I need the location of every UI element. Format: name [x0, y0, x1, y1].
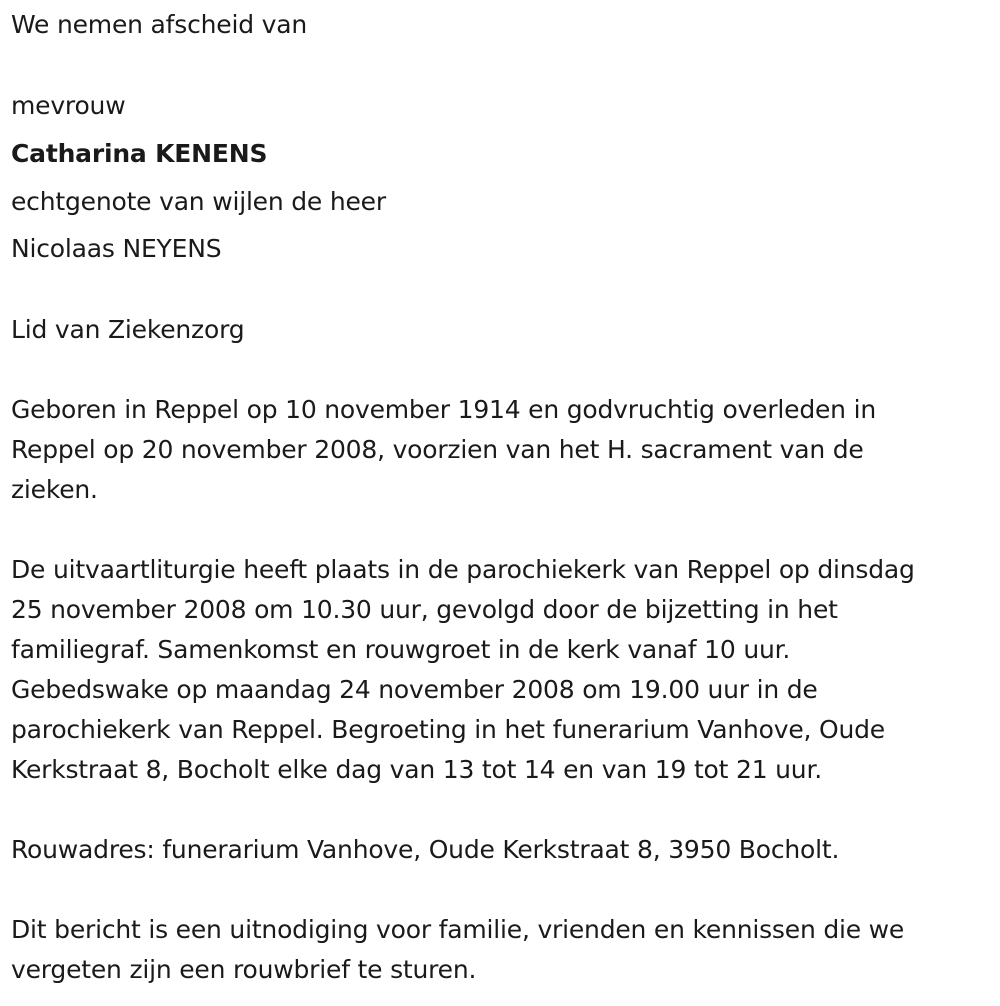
salutation: mevrouw	[11, 91, 126, 120]
funeral-line: Gebedswake op maandag 24 november 2008 om 19.00 uur in de	[11, 675, 818, 704]
funeral-line: familiegraf. Samenkomst en rouwgroet in de kerk vanaf 10 uur.	[11, 635, 791, 664]
funeral-line: 25 november 2008 om 10.30 uur, gevolgd door de bijzetting in het	[11, 595, 838, 624]
mourning-address: Rouwadres: funerarium Vanhove, Oude Kerkstraat 8, 3950 Bocholt.	[11, 835, 840, 864]
relation-text: echtgenote van wijlen de heer	[11, 187, 386, 216]
funeral-line: De uitvaartliturgie heeft plaats in de parochiekerk van Reppel op dinsdag	[11, 555, 915, 584]
membership-text: Lid van Ziekenzorg	[11, 315, 245, 344]
invitation-line: Dit bericht is een uitnodiging voor familie, vrienden en kennissen die we	[11, 915, 905, 944]
birth-death-line: Reppel op 20 november 2008, voorzien van het H. sacrament van de	[11, 435, 864, 464]
funeral-line: Kerkstraat 8, Bocholt elke dag van 13 tot 14 en van 19 tot 21 uur.	[11, 755, 822, 784]
birth-death-line: Geboren in Reppel op 10 november 1914 en godvruchtig overleden in	[11, 395, 876, 424]
deceased-name: Catharina KENENS	[11, 139, 268, 168]
intro-text: We nemen afscheid van	[11, 10, 307, 39]
birth-death-line: zieken.	[11, 475, 98, 504]
invitation-line: vergeten zijn een rouwbrief te sturen.	[11, 955, 477, 984]
spouse-name: Nicolaas NEYENS	[11, 234, 222, 263]
funeral-line: parochiekerk van Reppel. Begroeting in het funerarium Vanhove, Oude	[11, 715, 885, 744]
